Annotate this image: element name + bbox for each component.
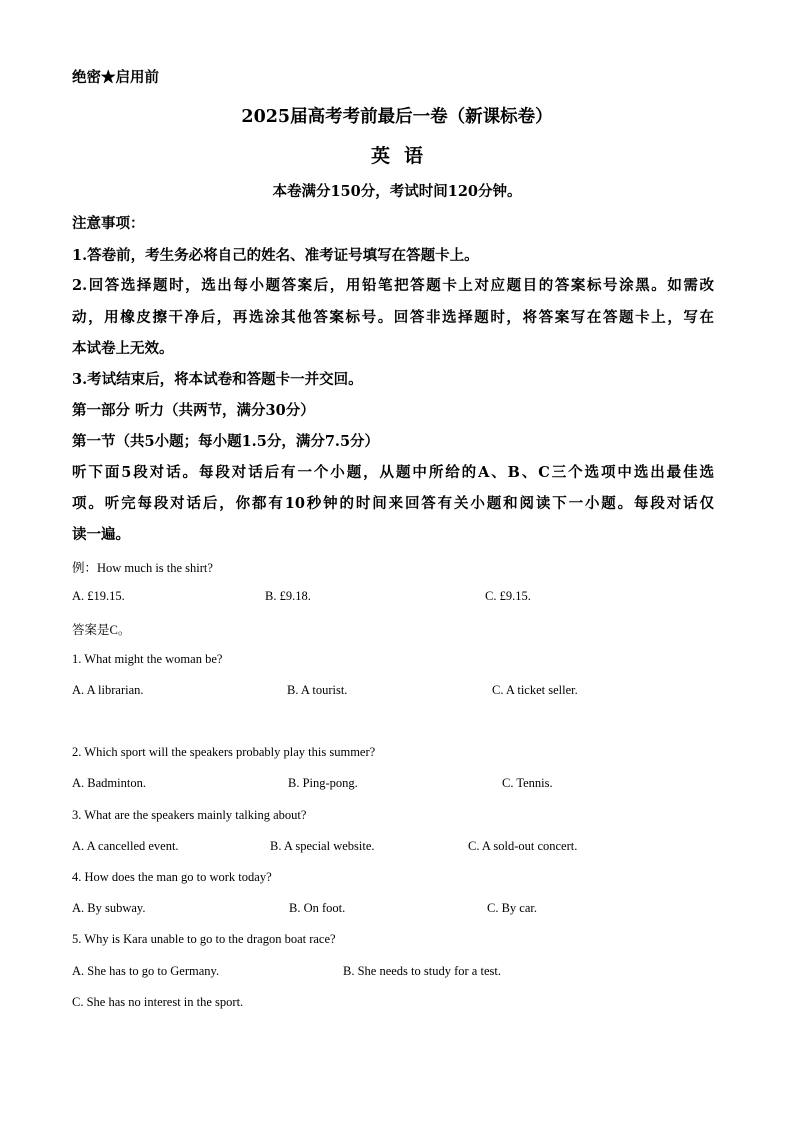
question-5: 5. Why is Kara unable to go to the dragon boat race? [72, 932, 336, 946]
question-3: 3. What are the speakers mainly talking about? [72, 808, 307, 822]
q4-option-a: A. By subway. [72, 901, 146, 915]
exam-title: 2025届高考考前最后一卷（新课标卷） [241, 107, 553, 127]
q3-option-c: C. A sold-out concert. [468, 839, 578, 853]
q4-option-b: B. On foot. [289, 901, 346, 915]
subject-title: 英语 [370, 145, 437, 167]
q1-option-b: B. A tourist. [287, 683, 348, 697]
note-2-line-3: 本试卷上无效。 [72, 340, 174, 357]
q3-option-a: A. A cancelled event. [72, 839, 179, 853]
q2-option-b: B. Ping-pong. [288, 776, 358, 790]
note-2-line-1: 2.回答选择题时，选出每小题答案后，用铅笔把答题卡上对应题目的答案标号涂黑。如需改 [72, 277, 714, 294]
question-2: 2. Which sport will the speakers probably play this summer? [72, 745, 376, 759]
example-option-c: C. £9.15. [485, 589, 531, 603]
q5-option-b: B. She needs to study for a test. [343, 964, 501, 978]
example-option-a: A. £19.15. [72, 589, 125, 603]
q3-option-b: B. A special website. [270, 839, 375, 853]
instructions-line-1: 听下面5段对话。每段对话后有一个小题，从题中所给的A、B、C三个选项中选出最佳选 [72, 464, 714, 481]
instructions-line-3: 读一遍。 [72, 526, 130, 543]
note-3: 3.考试结束后，将本试卷和答题卡一并交回。 [72, 371, 363, 388]
q5-option-c: C. She has no interest in the sport. [72, 995, 244, 1009]
secret-mark: 绝密★启用前 [72, 69, 159, 86]
note-2-line-2: 动，用橡皮擦干净后，再选涂其他答案标号。回答非选择题时，将答案写在答题卡上，写在 [72, 309, 714, 326]
notes-heading: 注意事项： [72, 215, 145, 232]
q2-option-a: A. Badminton. [72, 776, 146, 790]
section1-heading: 第一节（共5小题；每小题1.5分，满分7.5分） [72, 433, 380, 450]
q5-option-a: A. She has to go to Germany. [72, 964, 220, 978]
example-question: 例：How much is the shirt? [72, 561, 213, 575]
example-option-b: B. £9.18. [265, 589, 311, 603]
q1-option-c: C. A ticket seller. [492, 683, 578, 697]
example-answer: 答案是C。 [72, 623, 131, 637]
instructions-line-2: 项。听完每段对话后，你都有10秒钟的时间来回答有关小题和阅读下一小题。每段对话仅 [72, 495, 714, 512]
score-time-line: 本卷满分150分，考试时间120分钟。 [272, 183, 522, 200]
q4-option-c: C. By car. [487, 901, 537, 915]
q2-option-c: C. Tennis. [502, 776, 553, 790]
q1-option-a: A. A librarian. [72, 683, 144, 697]
question-4: 4. How does the man go to work today? [72, 870, 272, 884]
note-1: 1.答卷前，考生务必将自己的姓名、准考证号填写在答题卡上。 [72, 247, 479, 264]
question-1: 1. What might the woman be? [72, 652, 223, 666]
part1-heading: 第一部分 听力（共两节，满分30分） [72, 402, 315, 419]
